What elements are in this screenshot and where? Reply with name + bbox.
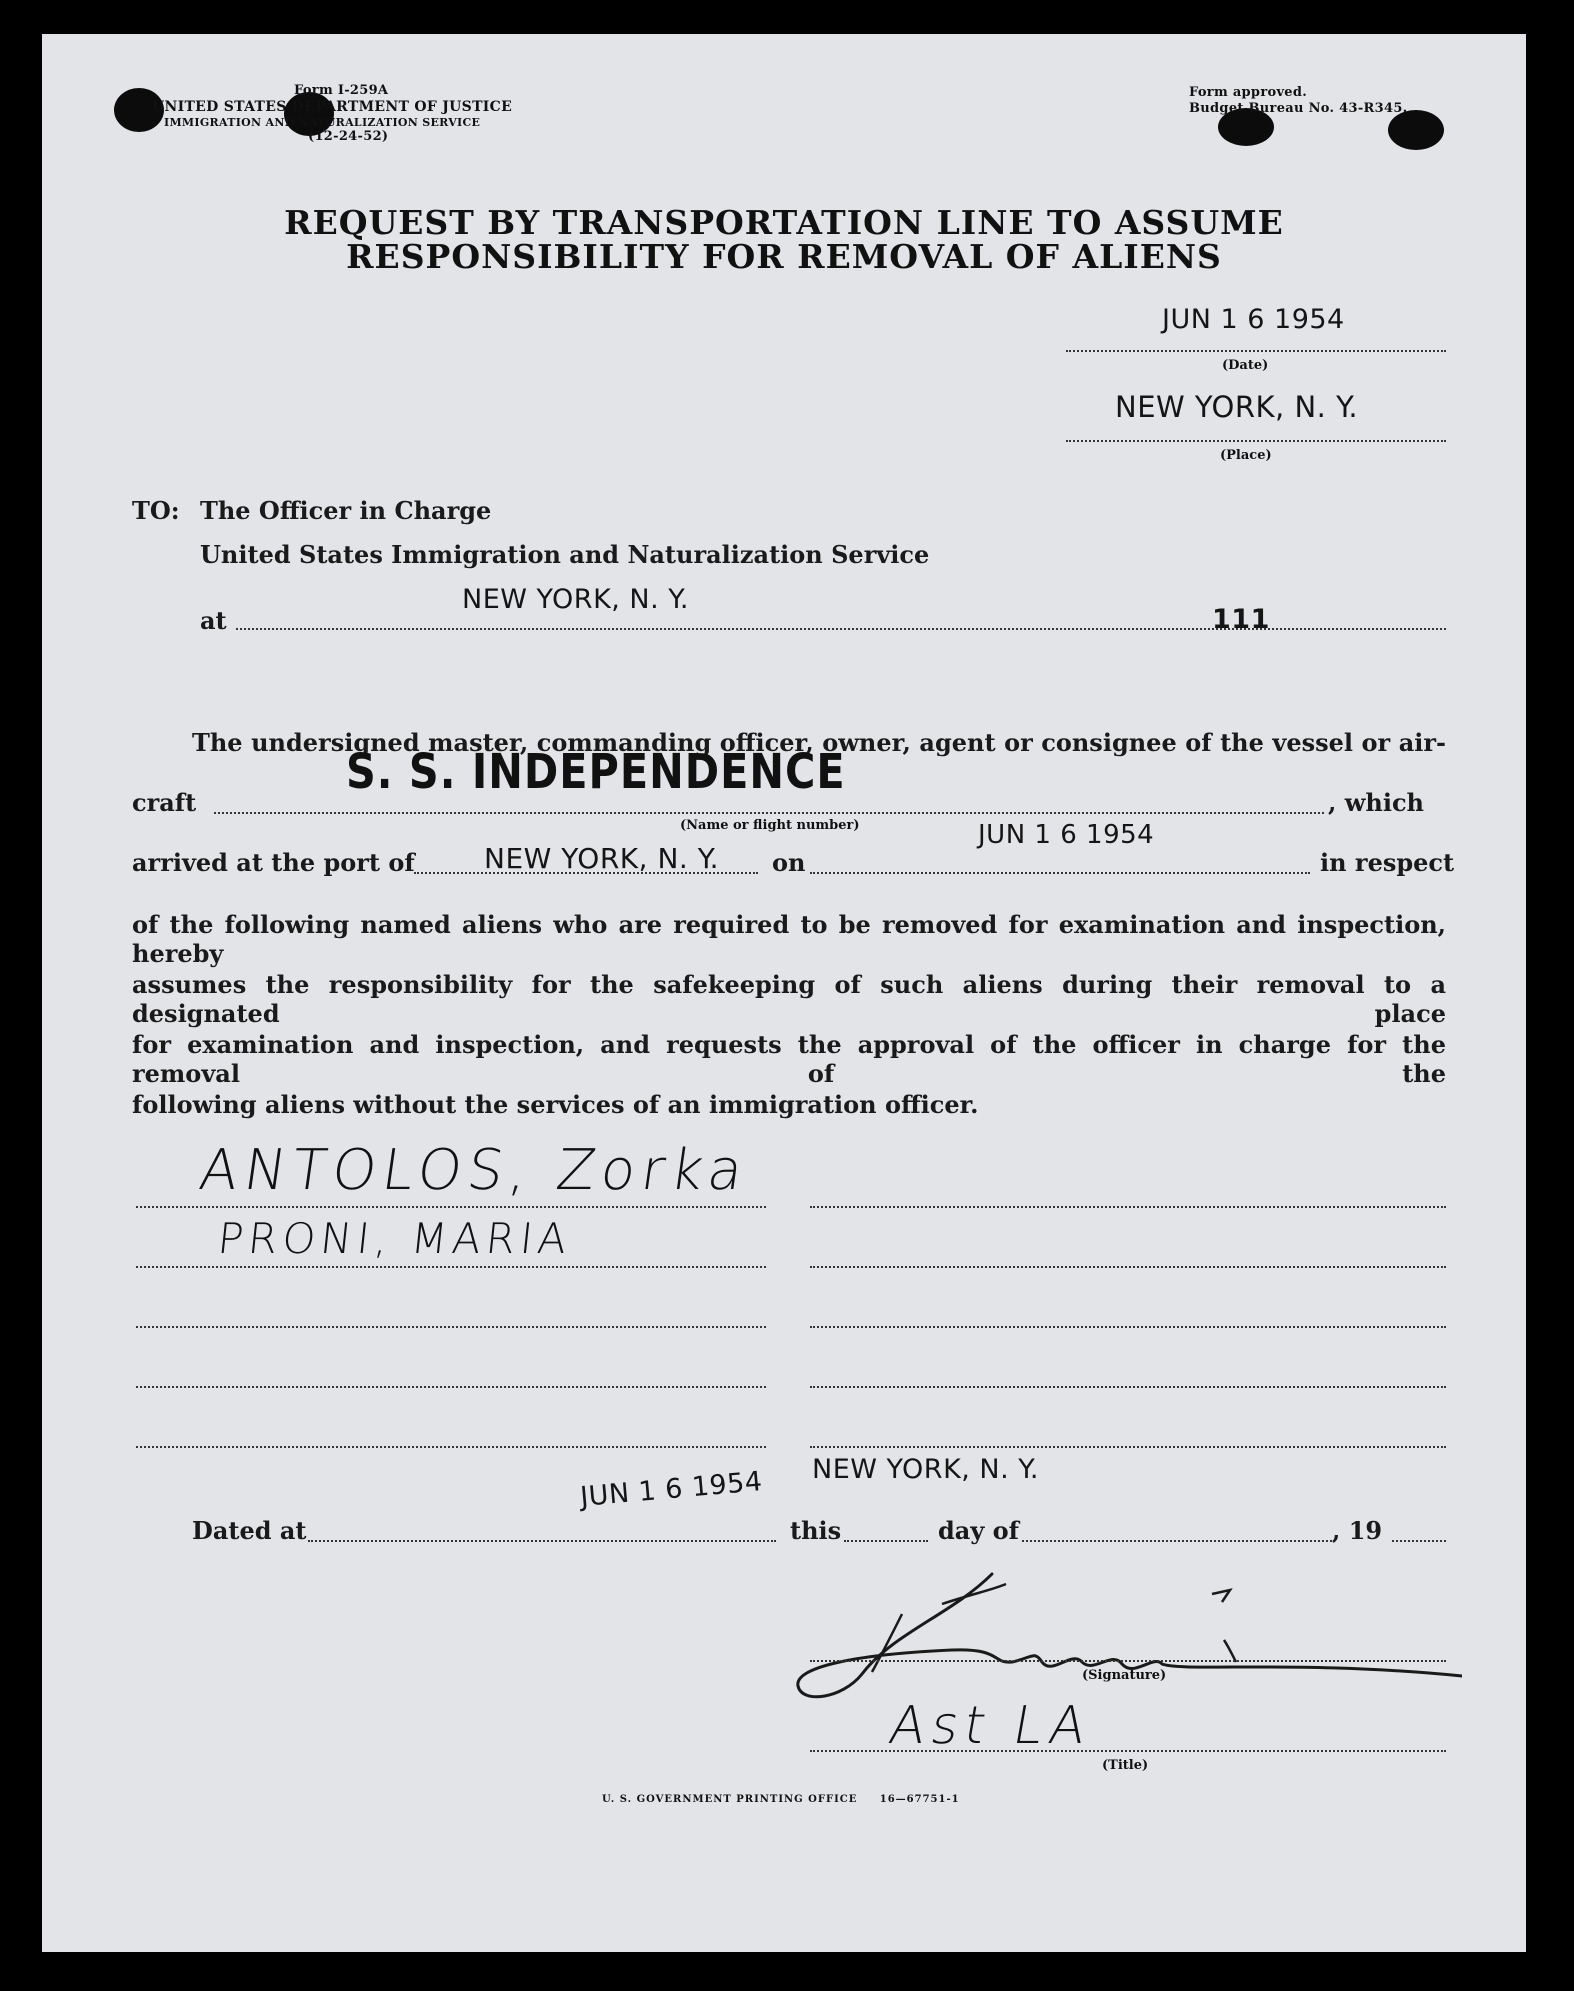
at-label: at	[200, 606, 227, 635]
form-title-line2: RESPONSIBILITY FOR REMOVAL OF ALIENS	[346, 237, 1222, 276]
craft-label: craft	[132, 788, 197, 817]
place-caption: (Place)	[1220, 448, 1272, 463]
service-line: IMMIGRATION AND NATURALIZATION SERVICE	[164, 116, 481, 129]
arrival-date-line	[810, 872, 1310, 874]
paragraph-line1: The undersigned master, commanding officer, owner, agent or consignee of the vessel or air-	[192, 728, 1446, 757]
date-line	[1066, 350, 1446, 352]
officer-in-charge: The Officer in Charge	[200, 496, 492, 525]
alien-line-left	[136, 1206, 766, 1208]
paragraph-line4: of the following named aliens who are required to be removed for examination and inspection, hereby	[132, 910, 1446, 968]
at-value-stamp: NEW YORK, N. Y.	[462, 584, 689, 615]
alien-line-left	[136, 1326, 766, 1328]
year-label: , 19	[1332, 1516, 1383, 1545]
on-label: on	[772, 848, 806, 877]
paragraph-line6: for examination and inspection, and requests the approval of the officer in charge for the removal of the	[132, 1030, 1446, 1088]
signature-caption: (Signature)	[1082, 1668, 1167, 1683]
arrived-label: arrived at the port of	[132, 848, 415, 877]
alien-name-handwritten: PRONI, MARIA	[215, 1214, 574, 1263]
day-of-label: day of	[938, 1516, 1019, 1545]
budget-bureau-line: Budget Bureau No. 43-R345.	[1189, 101, 1408, 116]
punch-hole-icon	[1388, 110, 1444, 150]
place-line	[1066, 440, 1446, 442]
this-label: this	[790, 1516, 842, 1545]
title-handwritten: Ast LA	[884, 1696, 1097, 1756]
paragraph-line5: assumes the responsibility for the safekeeping of such aliens during their removal to a designated place	[132, 970, 1446, 1028]
alien-line-right	[810, 1206, 1446, 1208]
form-number: Form I-259A	[294, 83, 389, 98]
dated-place-stamp: NEW YORK, N. Y.	[812, 1454, 1039, 1485]
name-caption: (Name or flight number)	[680, 818, 860, 833]
alien-line-right	[810, 1386, 1446, 1388]
date-caption: (Date)	[1222, 358, 1269, 373]
respect-label: in respect	[1320, 848, 1455, 877]
service-name: United States Immigration and Naturalization Service	[200, 540, 930, 569]
title-caption: (Title)	[1102, 1758, 1149, 1773]
month-line	[1022, 1540, 1332, 1542]
alien-line-right	[810, 1326, 1446, 1328]
to-label: TO:	[132, 496, 180, 525]
alien-name-handwritten: ANTOLOS, Zorka	[195, 1138, 753, 1203]
dated-at-label: Dated at	[192, 1516, 307, 1545]
alien-line-right	[810, 1446, 1446, 1448]
mark-stamp: 111	[1212, 604, 1270, 635]
vessel-stamp: S. S. INDEPENDENCE	[346, 742, 846, 800]
place-stamp: NEW YORK, N. Y.	[1115, 390, 1359, 424]
alien-line-left	[136, 1386, 766, 1388]
dated-date-stamp: JUN 1 6 1954	[578, 1466, 764, 1513]
port-stamp: NEW YORK, N. Y.	[484, 842, 720, 875]
dated-at-line	[308, 1540, 776, 1542]
title-line	[810, 1750, 1446, 1752]
form-sheet	[42, 34, 1526, 1952]
day-line	[844, 1540, 928, 1542]
department-line: UNITED STATES DEPARTMENT OF JUSTICE	[152, 99, 513, 115]
printing-office-footer: U. S. GOVERNMENT PRINTING OFFICE 16—67751-1	[602, 1794, 960, 1805]
paragraph-line7: following aliens without the services of an immigration officer.	[132, 1090, 979, 1119]
which-label: , which	[1328, 788, 1424, 817]
craft-line	[214, 812, 1324, 814]
date-stamp: JUN 1 6 1954	[1162, 304, 1345, 335]
alien-line-left	[136, 1266, 766, 1268]
form-revision-date: (12-24-52)	[308, 129, 389, 144]
approval-line: Form approved.	[1189, 85, 1308, 100]
alien-line-right	[810, 1266, 1446, 1268]
signature-line	[810, 1660, 1446, 1662]
alien-line-left	[136, 1446, 766, 1448]
arrival-date-stamp: JUN 1 6 1954	[978, 820, 1155, 850]
handwritten-signature	[742, 1554, 1462, 1734]
year-line	[1392, 1540, 1446, 1542]
form-title-line1: REQUEST BY TRANSPORTATION LINE TO ASSUME	[284, 203, 1284, 242]
